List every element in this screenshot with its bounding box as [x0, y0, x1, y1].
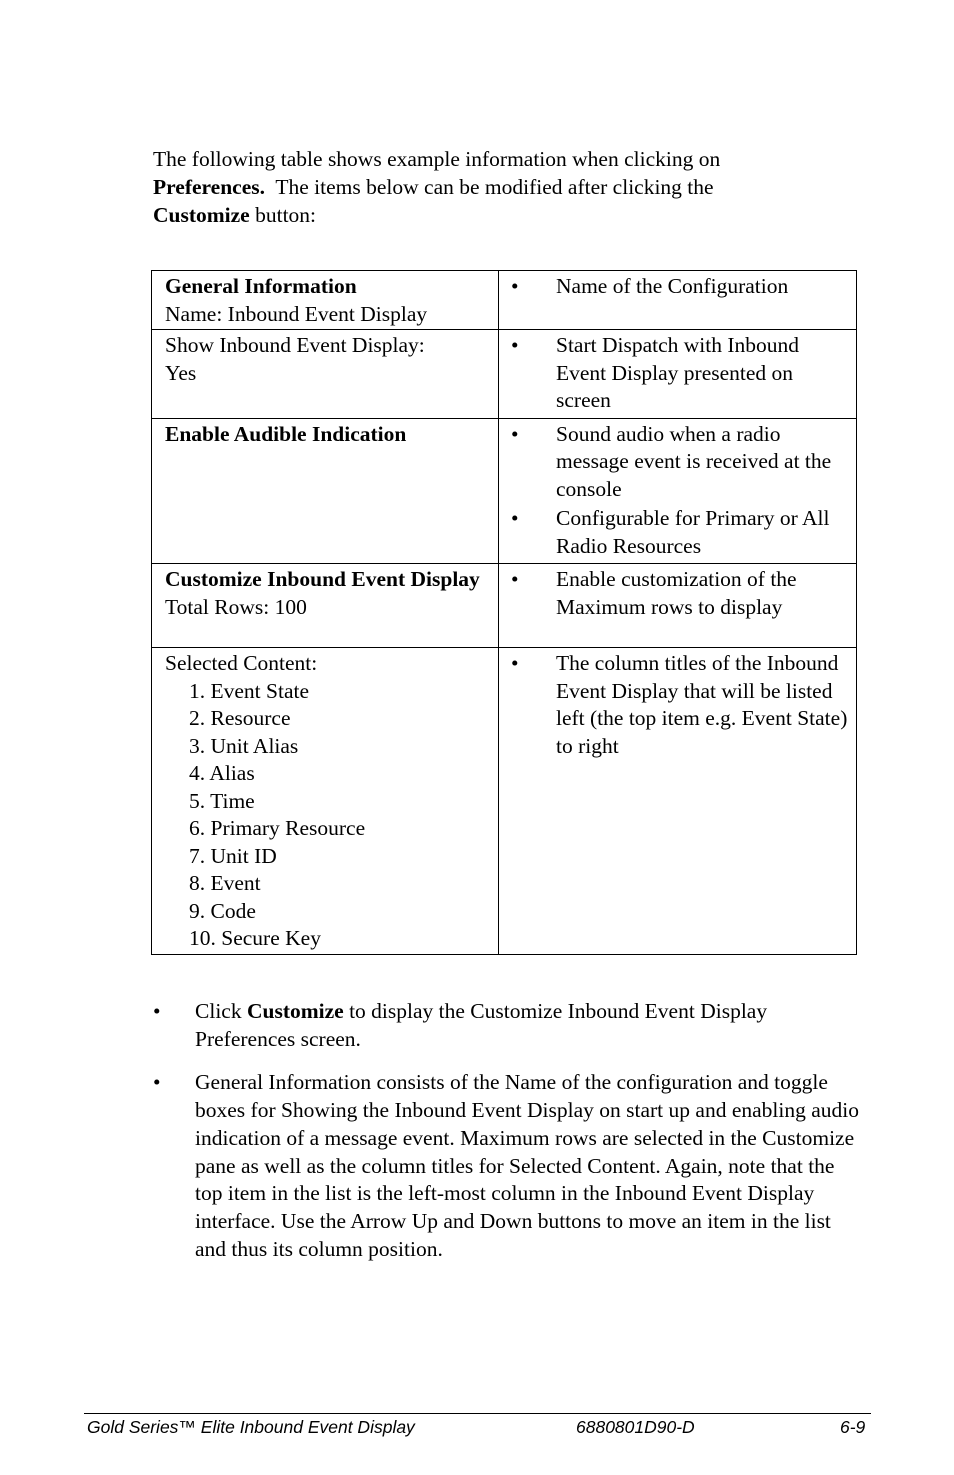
row-title: Enable Audible Indication	[165, 421, 407, 446]
intro-customize-bold: Customize	[153, 203, 250, 227]
b1-pre: Click	[195, 999, 247, 1023]
bullet-text: Name of the Configuration	[556, 274, 789, 298]
bullet-item	[511, 650, 848, 760]
intro-line-1: The following table shows example information when clicking on	[153, 147, 721, 171]
bullet-icon: •	[511, 506, 519, 530]
bullet-item	[511, 505, 848, 560]
row-line-2: Yes	[165, 360, 197, 385]
intro-line-3: button:	[249, 203, 317, 227]
bullet-text: Configurable for Primary or All Radio Resources	[556, 506, 830, 558]
row-title: Customize Inbound Event Display	[165, 567, 480, 591]
bullet-item	[511, 273, 848, 301]
bullet-text: General Information consists of the Name of the configuration and toggle boxes for Showing the Inbound Event Display on start up and enabling audio indication of a message event. Maximum rows are selected in the Customize pane as well as the column titles for Selected Content. Again, note that the top item in the list is the left-most column in the Inbound Event Display interface. Use the Arrow Up and Down buttons to move an item in the list and thus its column position.	[195, 1070, 860, 1261]
table-row	[152, 564, 857, 648]
table-cell-left	[152, 564, 499, 648]
table-cell-left	[152, 418, 499, 564]
row-title: Selected Content:	[165, 651, 318, 675]
table-cell-left	[152, 330, 499, 419]
intro-preferences-bold: Preferences.	[153, 175, 266, 199]
bullet-text: The column titles of the Inbound Event Display that will be listed left (the top item e.g. Event State) to right	[556, 651, 848, 758]
bullet-icon: •	[511, 567, 519, 591]
bullet-text: Start Dispatch with Inbound Event Display presented on screen	[556, 333, 800, 412]
table-cell-right	[499, 330, 857, 419]
list-item: 4. Alias	[189, 761, 255, 785]
table-cell-right	[499, 271, 857, 330]
bullet-item	[511, 332, 848, 415]
bullet-text: Enable customization of the Maximum rows to display	[556, 567, 797, 619]
bullet-icon: •	[511, 651, 519, 675]
bullet-text: Sound audio when a radio message event is received at the console	[556, 421, 832, 501]
table-row	[152, 330, 857, 419]
footer-doc-number: 6880801D90-D	[576, 1417, 695, 1437]
table-row	[152, 271, 857, 330]
list-item: 1. Event State	[189, 678, 310, 703]
table-cell-right	[499, 418, 857, 564]
list-item: 8. Event	[189, 871, 261, 895]
preferences-table	[151, 270, 857, 955]
bullet-icon: •	[511, 421, 519, 446]
b1-post: to display the Customize Inbound Event Display Preferences screen.	[195, 999, 768, 1051]
bullet-icon: •	[153, 999, 161, 1023]
footer-title: Gold Series™ Elite Inbound Event Display	[87, 1417, 415, 1437]
table-cell-right	[499, 648, 857, 955]
table-cell-left	[152, 271, 499, 330]
body-bullet-list	[153, 998, 865, 1279]
bullet-item	[511, 421, 848, 504]
footer-page-number: 6-9	[840, 1417, 866, 1437]
selected-content-list	[165, 678, 490, 953]
list-item	[153, 998, 865, 1053]
list-item: 2. Resource	[189, 706, 291, 730]
intro-paragraph	[153, 145, 843, 229]
bullet-icon: •	[511, 333, 519, 357]
list-item: 10. Secure Key	[189, 926, 321, 950]
row-title: General Information	[165, 274, 357, 298]
list-item: 5. Time	[189, 788, 255, 813]
row-line-1: Show Inbound Event Display:	[165, 333, 425, 357]
footer-divider	[84, 1413, 871, 1414]
bullet-item	[511, 566, 848, 621]
row-subtitle: Total Rows: 100	[165, 594, 307, 619]
bullet-icon: •	[153, 1070, 161, 1095]
bullet-text	[195, 998, 865, 1053]
list-item	[153, 1069, 865, 1263]
intro-line-2: The items below can be modified after clicking the	[265, 175, 714, 199]
table-row	[152, 648, 857, 955]
table-cell-left	[152, 648, 499, 955]
table-row	[152, 418, 857, 564]
list-item: 9. Code	[189, 898, 256, 923]
list-item: 7. Unit ID	[189, 843, 277, 868]
list-item: 6. Primary Resource	[189, 816, 366, 840]
table-cell-right	[499, 564, 857, 648]
list-item: 3. Unit Alias	[189, 733, 299, 758]
b1-customize-bold: Customize	[246, 999, 344, 1023]
bullet-icon: •	[511, 274, 519, 298]
row-subtitle: Name: Inbound Event Display	[165, 301, 428, 326]
